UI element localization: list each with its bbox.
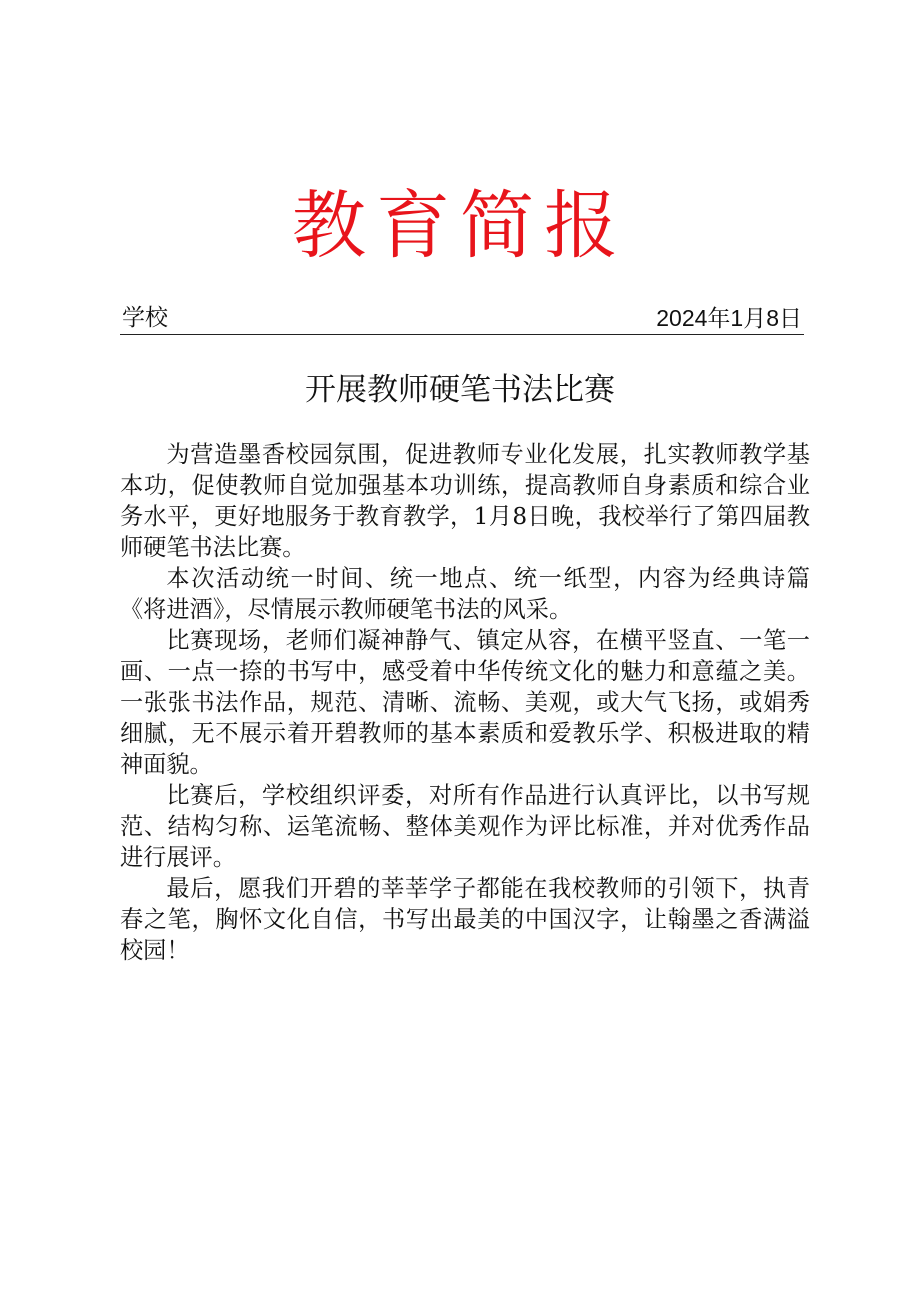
masthead-title: 教育简报 [292, 183, 628, 269]
school-label: 学校 [122, 305, 168, 331]
article-title: 开展教师硬笔书法比赛 [305, 372, 615, 408]
dateline [120, 302, 804, 335]
paragraph: 比赛现场，老师们凝神静气、镇定从容，在横平竖直、一笔一画、一点一捺的书写中，感受着中华传统文化的魅力和意蕴之美。一张张书法作品，规范、清晰、流畅、美观，或大气飞扬，或娟秀细腻，无不展示着开碧教师的基本素质和爱教乐学、积极进取的精神面貌。 [120, 627, 810, 778]
article-body [120, 439, 810, 966]
paragraph: 本次活动统一时间、统一地点、统一纸型，内容为经典诗篇《将进酒》，尽情展示教师硬笔书法的风采。 [120, 565, 810, 623]
paragraph: 最后，愿我们开碧的莘莘学子都能在我校教师的引领下，执青春之笔，胸怀文化自信，书写出最美的中国汉字，让翰墨之香满溢校园！ [120, 875, 810, 964]
paragraph: 为营造墨香校园氛围，促进教师专业化发展，扎实教师教学基本功，促使教师自觉加强基本功训练，提高教师自身素质和综合业务水平，更好地服务于教育教学，1月8日晚，我校举行了第四届教师硬笔书法比赛。 [120, 441, 810, 561]
issue-date: 2024年1月8日 [656, 305, 802, 331]
paragraph: 比赛后，学校组织评委，对所有作品进行认真评比，以书写规范、结构匀称、运笔流畅、整体美观作为评比标准，并对优秀作品进行展评。 [120, 782, 810, 871]
